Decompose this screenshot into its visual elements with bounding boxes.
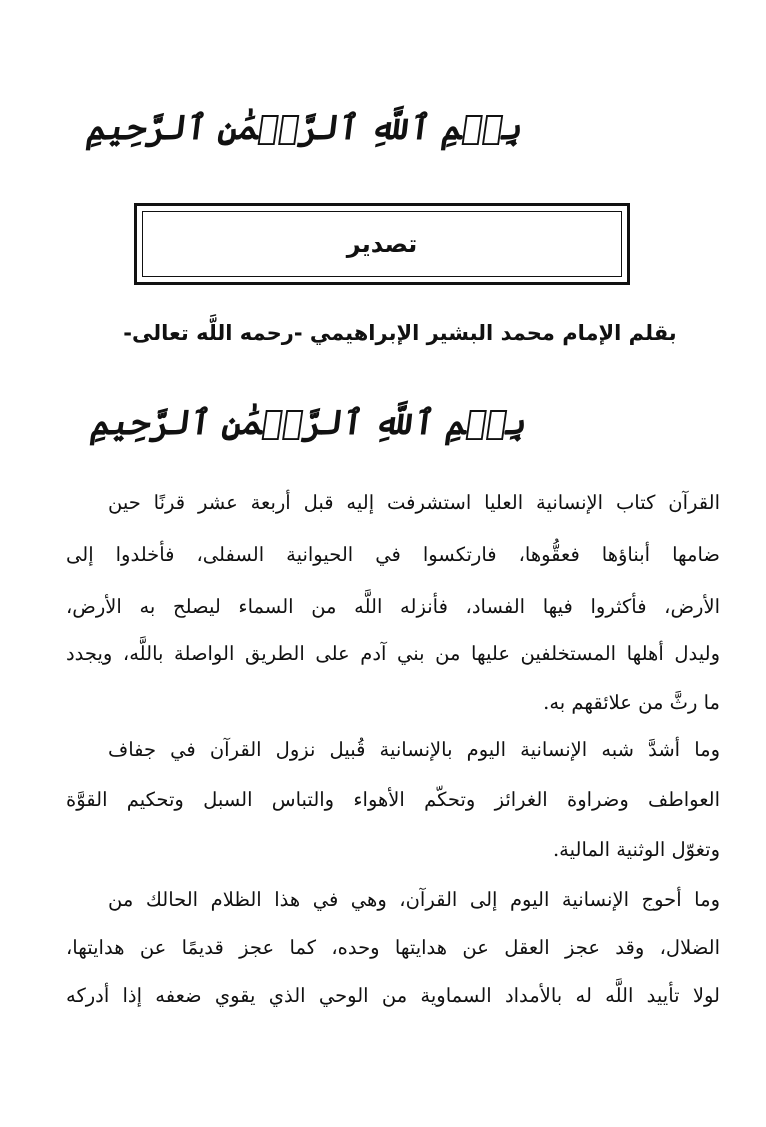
paragraph-1-line-4: وليدل أهلها المستخلفين عليها من بني آدم على الطريق الواصلة باللَّه، ويجدد	[66, 642, 720, 665]
paragraph-2-line-1: وما أشدَّ شبه الإنسانية اليوم بالإنسانية قُبيل نزول القرآن في جفاف	[108, 738, 720, 761]
paragraph-2-line-3: وتغوّل الوثنية المالية.	[552, 838, 720, 861]
paragraph-1-line-3: الأرض، فأكثروا فيها الفساد، فأنزله اللَّه من السماء ليصلح به الأرض،	[66, 595, 720, 618]
paragraph-3-line-3: لولا تأييد اللَّه له بالأمداد السماوية من الوحي الذي يقوي ضعفه إذا أدركه	[66, 984, 720, 1007]
paragraph-3-line-2: الضلال، وقد عجز العقل عن هدايتها وحده، كما عجز قديمًا عن هدايتها،	[66, 936, 720, 959]
paragraph-2-line-2: العواطف وضراوة الغرائز وتحكّم الأهواء والتباس السبل وتحكيم القوَّة	[66, 788, 720, 811]
paragraph-3-line-1: وما أحوج الإنسانية اليوم إلى القرآن، وهي في هذا الظلام الحالك من	[108, 888, 720, 911]
page-title: تصدير	[346, 230, 418, 258]
paragraph-1-line-5: ما رثَّ من علائقهم به.	[543, 691, 720, 714]
paragraph-1-line-2: ضامها أبناؤها فعقُّوها، فارتكسوا في الحيوانية السفلى، فأخلدوا إلى	[66, 543, 720, 566]
paragraph-1-line-1: القرآن كتاب الإنسانية العليا استشرفت إليه قبل أربعة عشر قرنًا حين	[108, 491, 720, 514]
basmala-calligraphy-middle: بِسۡمِ ٱللَّهِ ٱلرَّحۡمَٰنِ ٱلرَّحِيمِ	[88, 403, 530, 443]
basmala-calligraphy-top: بِسۡمِ ٱللَّهِ ٱلرَّحۡمَٰنِ ٱلرَّحِيمِ	[84, 108, 526, 148]
author-line: بقلم الإمام محمد البشير الإبراهيمي -رحمه اللَّه تعالى-	[123, 321, 677, 345]
title-frame	[134, 203, 630, 285]
